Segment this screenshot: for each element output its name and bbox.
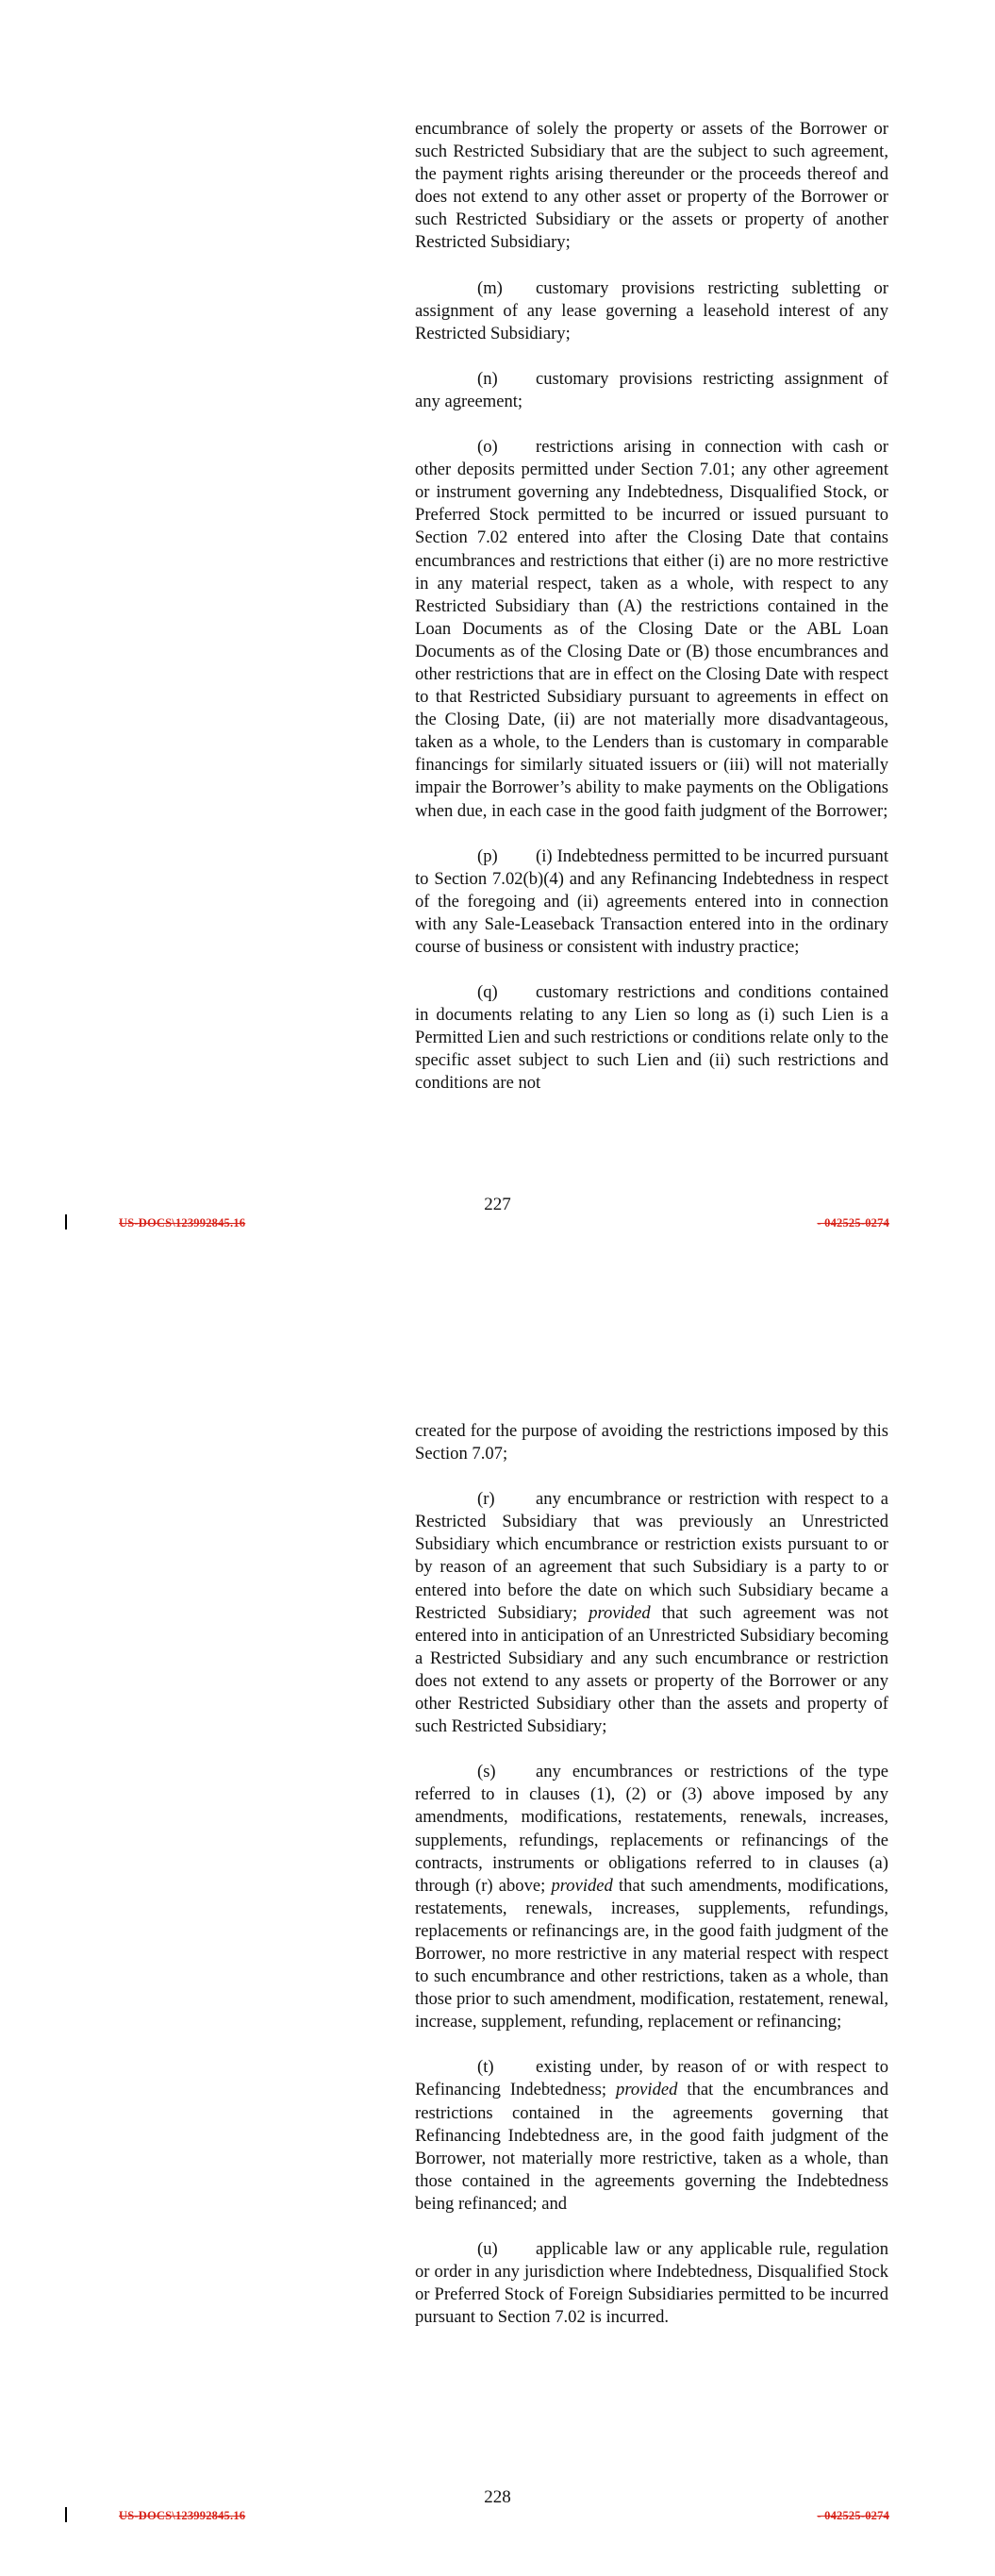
continued-paragraph: created for the purpose of avoiding the restrictions imposed by this Section 7.07; [415,1421,888,1464]
document-page-228 [0,1293,995,2576]
clause-label: (t) [477,2057,494,2078]
clause-n: (n) customary provisions restricting assignment of any agreement; [415,368,888,411]
page-body [415,1420,888,2351]
clause-label: (o) [477,437,498,458]
change-bar [65,2507,67,2522]
continued-paragraph: encumbrance of solely the property or assets of the Borrower or such Restricted Subsidiary that are the subject to such agreement, the payment rights arising thereunder or the proceeds thereof and does not extend to any other asset or property of the Borrower or such Restricted Subsidiary or the assets or property of another Restricted Subsidiary; [415,119,888,253]
clause-label: (n) [477,368,498,389]
clause-t: (t) existing under, by reason of or with respect to Refinancing Indebtedness; provided that the encumbrances and restrictions contained in the agreements governing that Refinancing Indebtedness are, in the good faith judgment of the Borrower, not materially more restrictive, taken as a whole, than those contained in the agreements governing the Indebtedness being refinanced; and [415,2057,888,2214]
clause-s: (s) any encumbrances or restrictions of the type referred to in clauses (1), (2) or (3) above imposed by any amendments, modifications, restatements, renewals, increases, supplements, refundings, replacements or refinancings of the contracts, instruments or obligations referred to in clauses (a) through (r) above; provided that such amendments, modifications, restatements, renewals, increases, supplements, refundings, replacements or refinancings are, in the good faith judgment of the Borrower, no more restrictive in any material respect with respect to such encumbrance and other restrictions, taken as a whole, than those prior to such amendment, modification, restatement, renewal, increase, supplement, refunding, replacement or refinancing; [415,1762,888,2032]
footer-matter-number: - 042525-0274 [817,1216,889,1229]
clause-m: (m) customary provisions restricting subletting or assignment of any lease governing a leasehold interest of any Restricted Subsidiary; [415,277,888,343]
clause-label: (m) [477,277,503,298]
clause-o: (o) restrictions arising in connection with cash or other deposits permitted under Section 7.01; any other agreement or instrument governing any Indebtedness, Disqualified Stock, or Preferred Stock permitted to be incurred or issued pursuant to Section 7.02 entered into after the Closing Date that contains encumbrances and restrictions that either (i) are no more restrictive in any material respect, taken as a whole, with respect to any Restricted Subsidiary than (A) the restrictions contained in the Loan Documents as of the Closing Date or the ABL Loan Documents as of the Closing Date or (B) those encumbrances and other restrictions that are in effect on the Closing Date with respect to that Restricted Subsidiary pursuant to agreements in effect on the Closing Date, (ii) are not materially more disadvantageous, taken as a whole, to the Lenders than is customary in comparable financings for similarly situated issuers or (iii) will not materially impair the Borrower’s ability to make payments on the Obligations when due, in each case in the good faith judgment of the Borrower; [415,437,888,821]
page-number: 227 [484,1195,511,1214]
clause-label: (q) [477,982,498,1003]
clause-label: (p) [477,845,498,866]
clause-r: (r) any encumbrance or restriction with respect to a Restricted Subsidiary that was previously an Unrestricted Subsidiary which encumbrance or restriction exists pursuant to or by reason of an agreement that such Subsidiary is a party to or entered into before the date on which such Subsidiary became a Restricted Subsidiary; provided that such agreement was not entered into in anticipation of an Unrestricted Subsidiary becoming a Restricted Subsidiary and any such encumbrance or restriction does not extend to any assets or property of the Borrower or any other Restricted Subsidiary other than the assets and property of such Restricted Subsidiary; [415,1489,888,1737]
footer-doc-id: US-DOCS\123992845.16 [119,1216,246,1229]
page-body [415,118,888,1118]
clause-q: (q) customary restrictions and conditions contained in documents relating to any Lien so long as (i) such Lien is a Permitted Lien and such restrictions or conditions relate only to the specific asset subject to such Lien and (ii) such restrictions and conditions are not [415,982,888,1094]
clause-p: (p) (i) Indebtedness permitted to be incurred pursuant to Section 7.02(b)(4) and any Refinancing Indebtedness in respect of the foregoing and (ii) agreements entered into in connection with any Sale-Leaseback Transaction entered into in the ordinary course of business or consistent with industry practice; [415,845,888,957]
change-bar [65,1214,67,1229]
footer-matter-number: - 042525-0274 [817,2509,889,2522]
clause-label: (s) [477,1762,496,1782]
footer-doc-id: US-DOCS\123992845.16 [119,2509,246,2522]
clause-u: (u) applicable law or any applicable rule, regulation or order in any jurisdiction where Indebtedness, Disqualified Stock or Preferred Stock of Foreign Subsidiaries permitted to be incurred pursuant to Section 7.02 is incurred. [415,2239,888,2328]
clause-label: (u) [477,2239,498,2259]
page-number: 228 [484,2487,511,2507]
clause-label: (r) [477,1489,495,1510]
